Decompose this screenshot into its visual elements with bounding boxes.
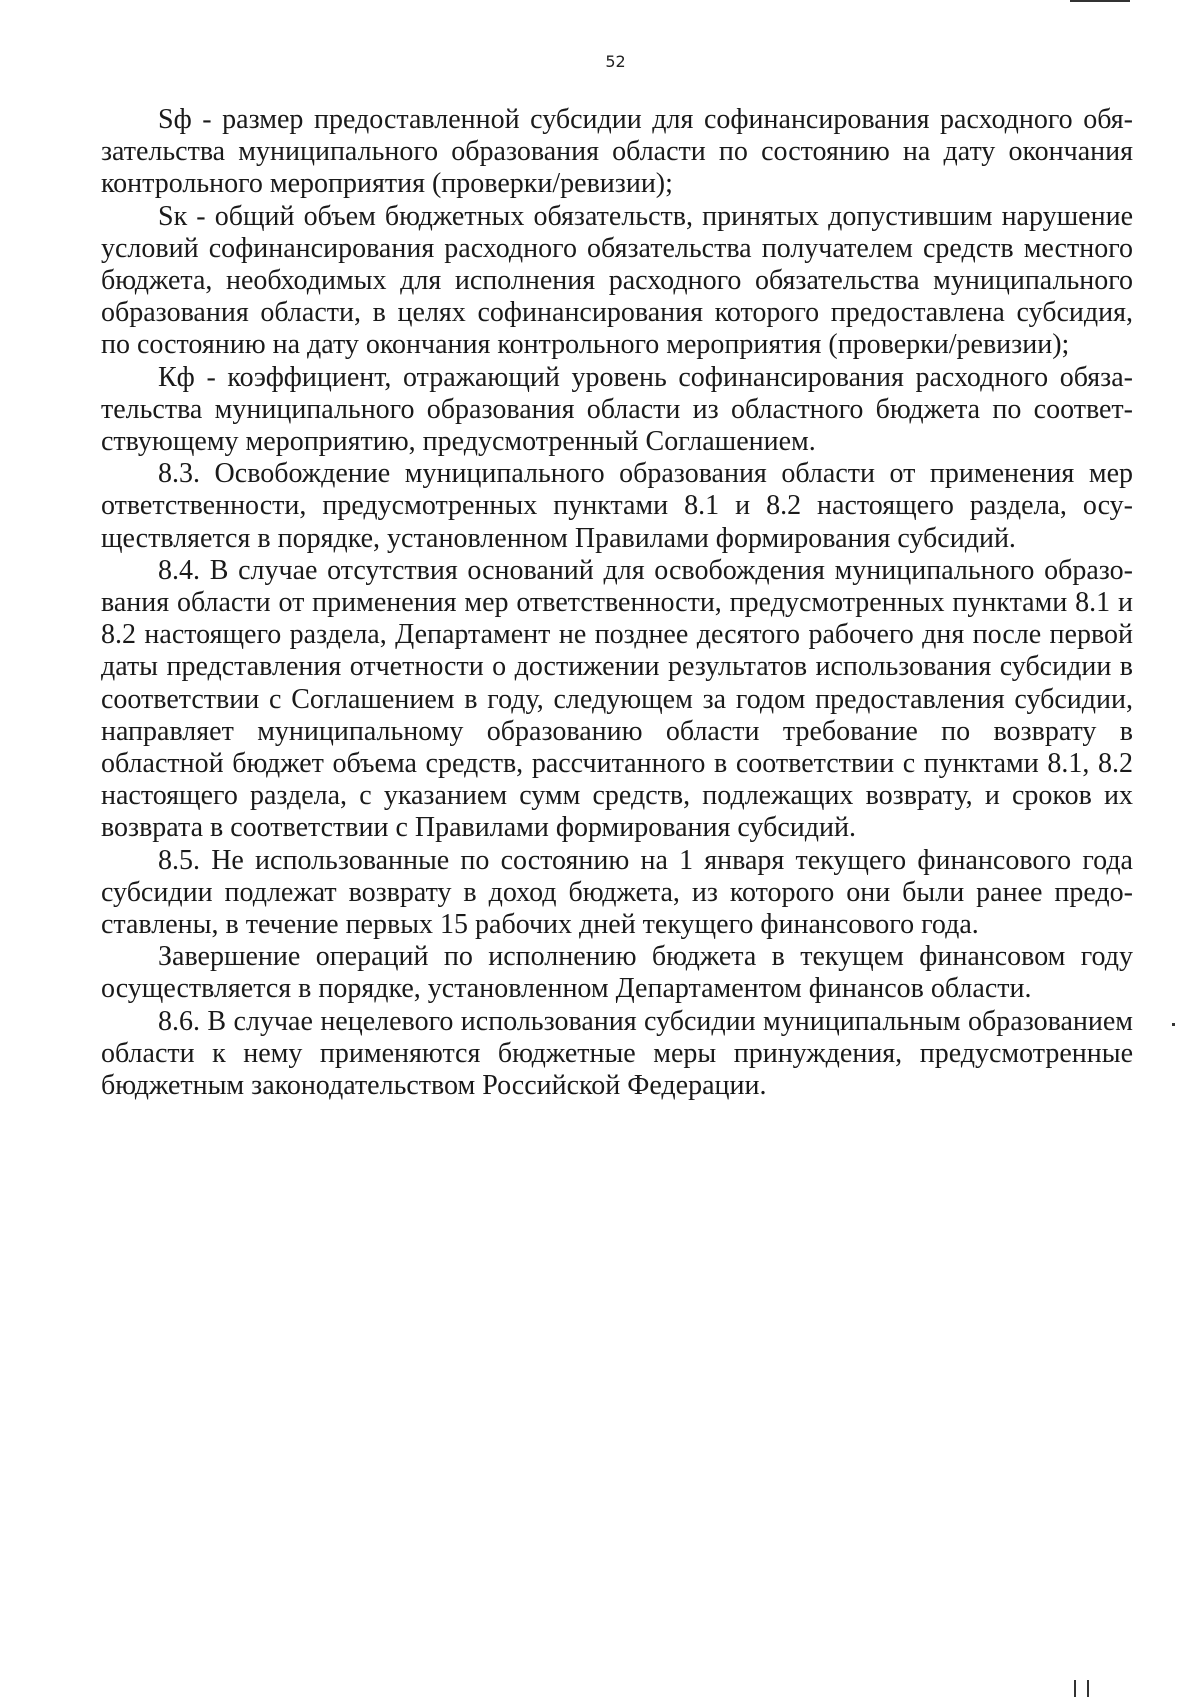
scan-tick-right [1087,1680,1089,1697]
paragraph-8-5: 8.5. Не использованные по состоянию на 1 января текущего финансового года субсидии подлежат возврату в доход бюджета, из которого они были ранее предоставлены, в течение первых 15 рабочих дней текущего финансового года. [101,844,1133,941]
paragraph-8-6: 8.6. В случае нецелевого использования субсидии муниципальным образованием области к нему применяются бюджетные меры принуждения, предусмотренные бюджетным законодательством Российской Федерации. [101,1005,1133,1102]
paragraph-kf-definition: Кф - коэффициент, отражающий уровень софинансирования расходного обязательства муниципального образования области из областного бюджета по соответствующему мероприятию, предусмотренный Соглашением. [101,361,1133,458]
paragraph-sk-definition: Sк - общий объем бюджетных обязательств, принятых допустившим нарушение условий софинансирования расходного обязательства получателем средств местного бюджета, необходимых для исполнения расходного обязательства муниципального образования области, в целях софинансирования которого предоставлена субсидия, по состоянию на дату окончания контрольного мероприятия (проверки/ревизии); [101,200,1133,361]
paragraph-8-3: 8.3. Освобождение муниципального образования области от применения мер ответственности, предусмотренных пунктами 8.1 и 8.2 настоящего раздела, осуществляется в порядке, установленном Правилами формирования субсидий. [101,458,1133,554]
paragraph-8-4: 8.4. В случае отсутствия оснований для освобождения муниципального образования области от применения мер ответственности, предусмотренных пунктами 8.1 и 8.2 настоящего раздела, Департамент не позднее десятого рабочего дня после первой даты представления отчетности о достижении результатов использования субсидии в соответствии с Соглашением в году, следующем за годом предоставления субсидии, направляет муниципальному образованию области требование по возврату в областной бюджет объема средств, рассчитанного в соответствии с пунктами 8.1, 8.2 настоящего раздела, с указанием сумм средств, подлежащих возврату, и сроков их возврата в соответствии с Правилами формирования субсидий. [101,554,1133,844]
page-number: 52 [605,52,626,71]
scan-edge-mark [1070,0,1130,2]
paragraph-budget-completion: Завершение операций по исполнению бюджета в текущем финансовом году осуществляется в порядке, установленном Департаментом финансов области. [101,941,1133,1005]
scan-tick-left [1074,1680,1076,1697]
document-body [101,104,1133,1102]
scan-dot [1172,1023,1175,1026]
paragraph-sf-definition: Sф - размер предоставленной субсидии для софинансирования расходного обязательства муниципального образования области по состоянию на дату окончания контрольного мероприятия (проверки/ревизии); [101,104,1133,200]
